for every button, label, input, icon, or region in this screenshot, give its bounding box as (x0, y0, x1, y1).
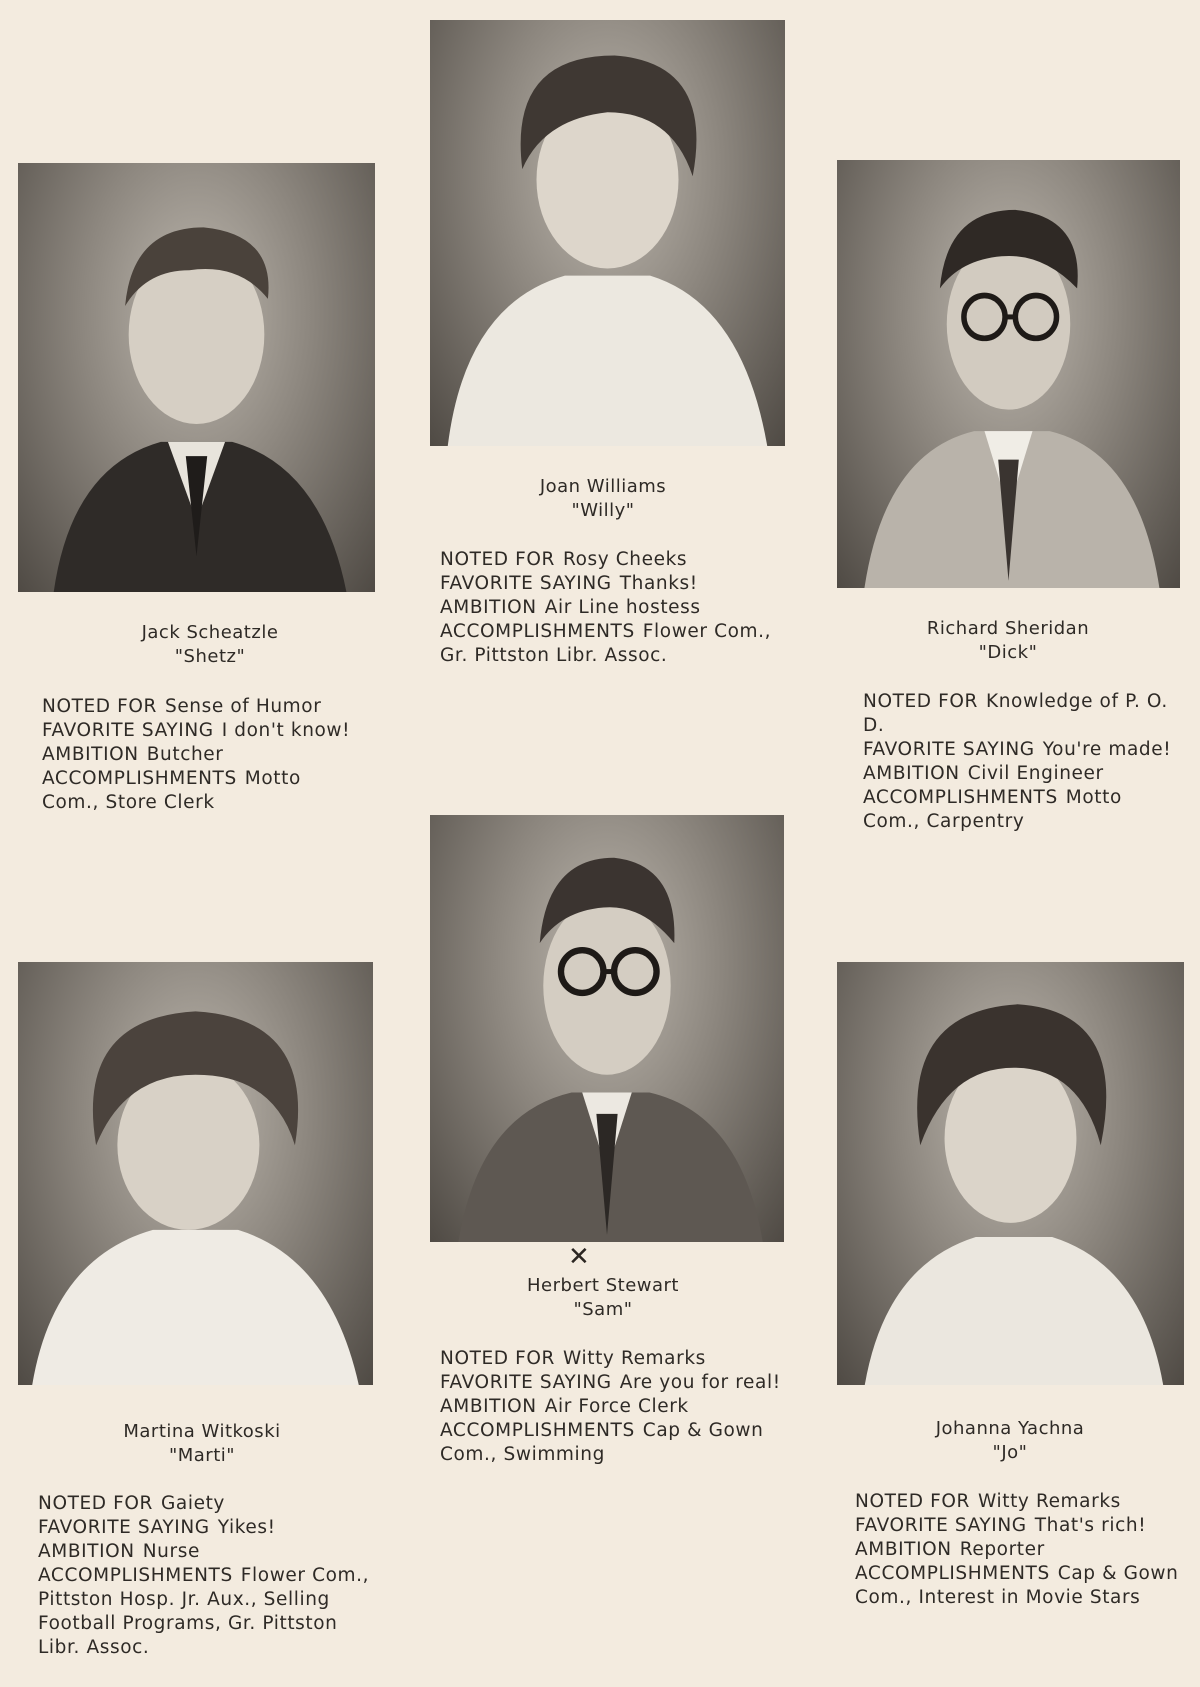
student-name-block (860, 1417, 1160, 1465)
accomplishments-value: Motto Com., Store Clerk (42, 768, 301, 813)
accomplishments-label: ACCOMPLISHMENTS (440, 621, 635, 642)
ambition-line (440, 596, 800, 620)
noted-for-line (440, 1347, 785, 1371)
student-photo (430, 20, 785, 446)
accomplishments-line (42, 767, 362, 815)
noted-for-line (855, 1490, 1185, 1514)
student-name: Johanna Yachna (935, 1418, 1085, 1439)
noted-for-value: Sense of Humor (164, 696, 322, 717)
favorite-saying-value: Thanks! (619, 573, 698, 594)
noted-for-line (863, 690, 1178, 738)
student-nickname: "Shetz" (174, 646, 246, 667)
student-name-block (453, 475, 753, 523)
student-photo (18, 163, 375, 592)
female-portrait-icon (837, 962, 1184, 1385)
noted-for-value: Witty Remarks (562, 1348, 706, 1369)
ambition-line (38, 1540, 383, 1564)
ambition-line (440, 1395, 785, 1419)
ambition-value: Civil Engineer (967, 763, 1104, 784)
accomplishments-line (855, 1562, 1185, 1610)
accomplishments-line (440, 1419, 785, 1467)
student-info (855, 1490, 1185, 1610)
accomplishments-label: ACCOMPLISHMENTS (38, 1565, 233, 1586)
female-portrait-icon (18, 962, 373, 1385)
student-name-block (453, 1274, 753, 1322)
student-photo (18, 962, 373, 1385)
accomplishments-line (863, 786, 1178, 834)
student-name: Richard Sheridan (926, 618, 1090, 639)
student-info (440, 548, 800, 668)
accomplishments-line (440, 620, 800, 668)
noted-for-value: Knowledge of P. O. D. (863, 691, 1168, 736)
favorite-saying-line (855, 1514, 1185, 1538)
student-photo (837, 962, 1184, 1385)
male-portrait-glasses-icon (837, 160, 1180, 588)
ambition-value: Reporter (959, 1539, 1045, 1560)
accomplishments-label: ACCOMPLISHMENTS (855, 1563, 1050, 1584)
noted-for-line (38, 1492, 383, 1516)
favorite-saying-label: FAVORITE SAYING (42, 720, 214, 741)
favorite-saying-value: You're made! (1042, 739, 1172, 760)
male-portrait-glasses-icon (430, 815, 784, 1242)
student-photo (430, 815, 784, 1242)
student-name: Martina Witkoski (123, 1421, 281, 1442)
accomplishments-label: ACCOMPLISHMENTS (863, 787, 1058, 808)
favorite-saying-line (440, 1371, 785, 1395)
ambition-label: AMBITION (42, 744, 139, 765)
female-portrait-icon (430, 20, 785, 446)
favorite-saying-label: FAVORITE SAYING (440, 573, 612, 594)
accomplishments-value: Cap & Gown Com., Interest in Movie Stars (855, 1563, 1179, 1608)
ambition-value: Butcher (146, 744, 224, 765)
accomplishments-value: Cap & Gown Com., Swimming (440, 1420, 764, 1465)
favorite-saying-label: FAVORITE SAYING (863, 739, 1035, 760)
ambition-value: Air Force Clerk (544, 1396, 689, 1417)
student-name: Jack Scheatzle (141, 622, 279, 643)
student-nickname: "Marti" (168, 1445, 236, 1466)
noted-for-value: Gaiety (160, 1493, 225, 1514)
favorite-saying-label: FAVORITE SAYING (855, 1515, 1027, 1536)
favorite-saying-line (440, 572, 800, 596)
favorite-saying-value: Yikes! (217, 1517, 276, 1538)
accomplishments-label: ACCOMPLISHMENTS (42, 768, 237, 789)
student-nickname: "Willy" (571, 500, 635, 521)
ambition-line (863, 762, 1178, 786)
student-info (440, 1347, 785, 1467)
favorite-saying-label: FAVORITE SAYING (440, 1372, 612, 1393)
ambition-label: AMBITION (855, 1539, 952, 1560)
ambition-line (855, 1538, 1185, 1562)
favorite-saying-label: FAVORITE SAYING (38, 1517, 210, 1538)
favorite-saying-value: That's rich! (1034, 1515, 1147, 1536)
favorite-saying-line (38, 1516, 383, 1540)
student-name-block (858, 617, 1158, 665)
noted-for-line (42, 695, 362, 719)
ambition-label: AMBITION (863, 763, 960, 784)
noted-for-label: NOTED FOR (440, 1348, 555, 1369)
ambition-value: Air Line hostess (544, 597, 701, 618)
ambition-label: AMBITION (440, 597, 537, 618)
student-name: Herbert Stewart (527, 1275, 679, 1296)
accomplishments-value: Flower Com., Pittston Hosp. Jr. Aux., Selling Football Programs, Gr. Pittston Libr. Assoc. (38, 1565, 370, 1658)
favorite-saying-line (863, 738, 1178, 762)
accomplishments-value: Flower Com., Gr. Pittston Libr. Assoc. (440, 621, 772, 666)
noted-for-value: Witty Remarks (977, 1491, 1121, 1512)
accomplishments-value: Motto Com., Carpentry (863, 787, 1122, 832)
favorite-saying-value: I don't know! (221, 720, 351, 741)
noted-for-value: Rosy Cheeks (562, 549, 688, 570)
noted-for-label: NOTED FOR (855, 1491, 970, 1512)
student-info (42, 695, 362, 815)
student-name-block (52, 1420, 352, 1468)
noted-for-label: NOTED FOR (42, 696, 157, 717)
favorite-saying-value: Are you for real! (619, 1372, 781, 1393)
accomplishments-label: ACCOMPLISHMENTS (440, 1420, 635, 1441)
ambition-line (42, 743, 362, 767)
student-nickname: "Jo" (992, 1442, 1028, 1463)
student-photo (837, 160, 1180, 588)
male-portrait-icon (18, 163, 375, 592)
noted-for-label: NOTED FOR (863, 691, 978, 712)
x-mark-icon: ✕ (568, 1242, 590, 1272)
ambition-label: AMBITION (440, 1396, 537, 1417)
ambition-value: Nurse (142, 1541, 200, 1562)
favorite-saying-line (42, 719, 362, 743)
noted-for-label: NOTED FOR (440, 549, 555, 570)
student-name-block (60, 621, 360, 669)
student-info (38, 1492, 383, 1660)
student-nickname: "Sam" (573, 1299, 633, 1320)
student-info (863, 690, 1178, 834)
noted-for-line (440, 548, 800, 572)
accomplishments-line (38, 1564, 383, 1660)
ambition-label: AMBITION (38, 1541, 135, 1562)
noted-for-label: NOTED FOR (38, 1493, 153, 1514)
student-name: Joan Williams (539, 476, 667, 497)
student-nickname: "Dick" (978, 642, 1038, 663)
